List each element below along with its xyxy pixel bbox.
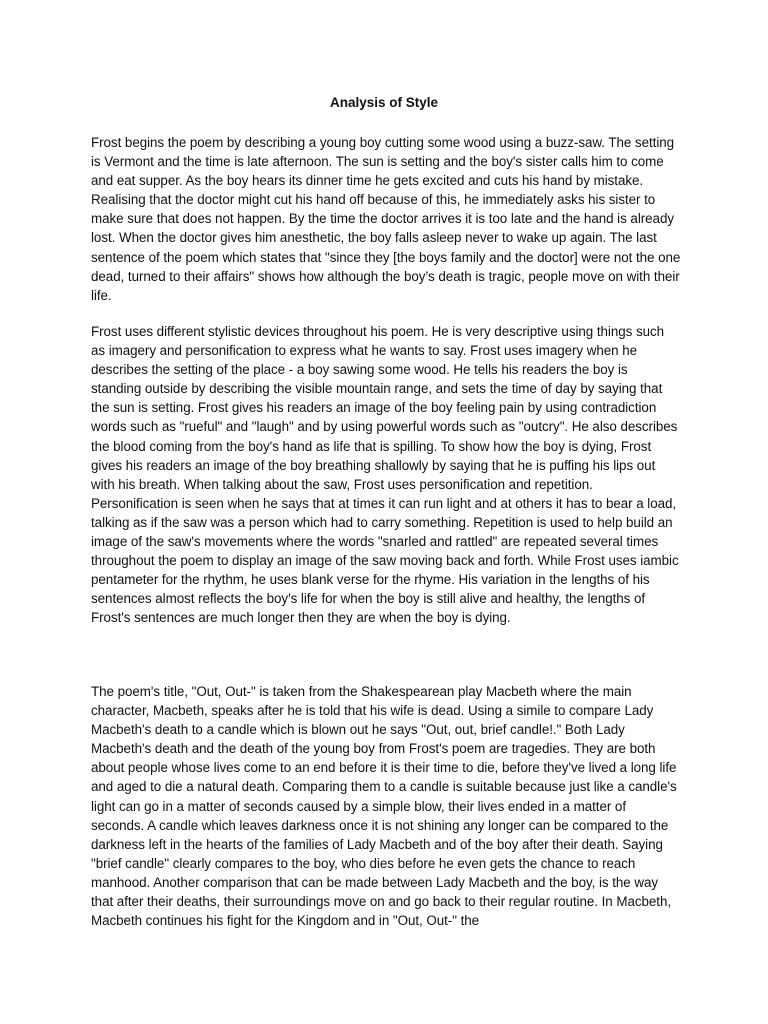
paragraph-summary: Frost begins the poem by describing a young boy cutting some wood using a buzz-saw. The setting is Vermont and the time is late afternoon. The sun is setting and the boy's sister calls him to come and eat supper. As the boy hears its dinner time he gets excited and cuts his hand by mistake. Realising that the doctor might cut his hand off because of this, he immediately asks his sister to make sure that does not happen. By the time the doctor arrives it is too late and the hand is already lost. When the doctor gives him anesthetic, the boy falls asleep never to wake up again. The last sentence of the poem which states that "since they [the boys family and the doctor] were not the one dead, turned to their affairs" shows how although the boy’s death is tragic, people move on with their life. (91, 135, 681, 303)
paragraph-title-origin: The poem's title, "Out, Out-" is taken from the Shakespearean play Macbeth where the main character, Macbeth, speaks after he is told that his wife is dead. Using a simile to compare Lady Macbeth's death to a candle which is blown out he says "Out, out, brief candle!." Both Lady Macbeth's death and the death of the young boy from Frost's poem are tragedies. They are both about people whose lives come to an end before it is their time to die, before they've lived a long life and aged to die a natural death. Comparing them to a candle is suitable because just like a candle's light can go in a matter of seconds caused by a simple blow, their lives ended in a matter of seconds. A candle which leaves darkness once it is not shining any longer can be compared to the darkness left in the hearts of the families of Lady Macbeth and of the boy after their death. Saying "brief candle" clearly compares to the boy, who dies before he even gets the chance to reach manhood. Another comparison that can be made between Lady Macbeth and the boy, is the way that after their deaths, their surroundings move on and go back to their regular routine. In Macbeth, Macbeth continues his fight for the Kingdom and in "Out, Out-" the (91, 684, 677, 929)
document-title: Analysis of Style (329, 95, 439, 110)
paragraph-stylistic-devices: Frost uses different stylistic devices throughout his poem. He is very descriptive using things such as imagery and personification to express what he wants to say. Frost uses imagery when he describes the setting of the place - a boy sawing some wood. He tells his readers the boy is standing outside by describing the visible mountain range, and sets the time of day by saying that the sun is setting. Frost gives his readers an image of the boy feeling pain by using contradiction words such as "rueful" and "laugh" and by using powerful words such as "outcry". He also describes the blood coming from the boy's hand as life that is spilling. To show how the boy is dying, Frost gives his readers an image of the boy breathing shallowly by saying that he is puffing his lips out with his breath. When talking about the saw, Frost uses personification and repetition. Personification is seen when he says that at times it can run light and at others it has to bear a load, talking as if the saw was a person which had to carry something. Repetition is used to help build an image of the saw's movements where the words "snarled and rattled" are repeated several times throughout the poem to display an image of the saw moving back and forth. While Frost uses iambic pentameter for the rhythm, he uses blank verse for the rhyme. His variation in the lengths of his sentences almost reflects the boy's life for when the boy is still alive and healthy, the lengths of Frost's sentences are much longer then they are when the boy is dying. (91, 324, 679, 626)
